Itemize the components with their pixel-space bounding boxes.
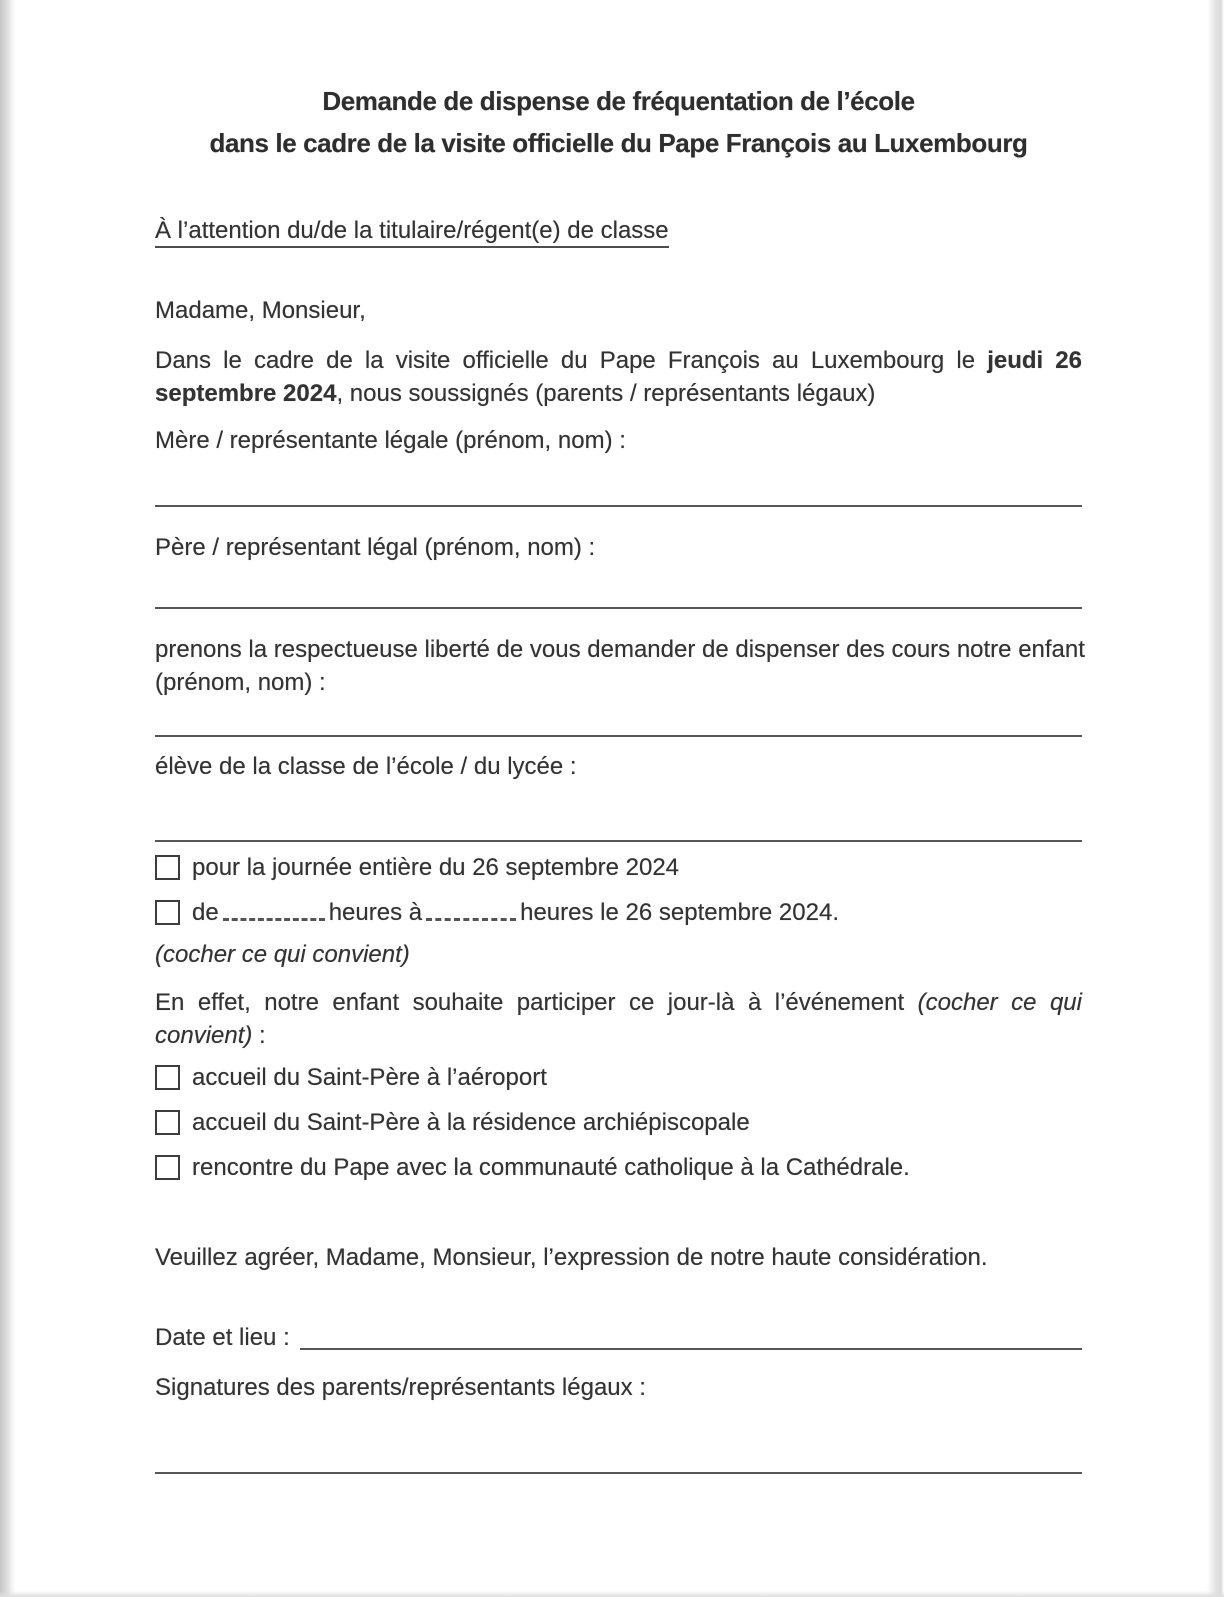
intro-paragraph — [155, 344, 1082, 410]
title-line-2: dans le cadre de la visite officielle du Pape François au Luxembourg — [209, 128, 1028, 158]
salutation: Madame, Monsieur, — [155, 297, 366, 324]
hours-from-field[interactable] — [223, 904, 325, 921]
child-request-line-2: (prénom, nom) : — [155, 669, 326, 696]
date-place-input-line[interactable] — [300, 1348, 1082, 1350]
option-partial-day-row[interactable] — [155, 896, 1082, 929]
check-note: (cocher ce qui convient) — [155, 941, 410, 968]
option-time-suffix: heures le 26 septembre 2024. — [520, 899, 839, 926]
event-intro-line-2 — [155, 1019, 1082, 1052]
date-place-label: Date et lieu : — [155, 1324, 290, 1351]
father-label: Père / représentant légal (prénom, nom) : — [155, 534, 596, 561]
mother-label: Mère / représentante légale (prénom, nom) : — [155, 427, 626, 454]
page-right-edge-shadow — [1207, 0, 1224, 1597]
option-residence-row[interactable] — [155, 1106, 1082, 1139]
school-label: élève de la classe de l’école / du lycée : — [155, 753, 577, 780]
attention-text: À l’attention du/de la titulaire/régent(e) de classe — [155, 217, 669, 248]
checkbox-residence[interactable] — [155, 1110, 180, 1135]
option-full-day-label: pour la journée entière du 26 septembre 2024 — [192, 854, 680, 881]
attention-line — [155, 214, 1082, 247]
page-left-edge-shadow — [0, 0, 16, 1597]
event-intro-italic-2: convient) — [155, 1022, 253, 1049]
event-intro-line-1 — [155, 986, 1082, 1019]
intro-text-1: Dans le cadre de la visite officielle du Pape François au Luxembourg le — [155, 347, 976, 374]
event-intro-italic-1: (cocher ce qui — [917, 989, 1082, 1016]
event-intro-text-1: En effet, notre enfant souhaite participer ce jour-là à l’événement — [155, 989, 905, 1016]
option-residence-label: accueil du Saint-Père à la résidence archiépiscopale — [192, 1109, 750, 1136]
closing-line: Veuillez agréer, Madame, Monsieur, l’expression de notre haute considération. — [155, 1244, 988, 1271]
page-bottom-edge-shadow — [0, 1591, 1224, 1597]
option-time-middle: heures à — [328, 899, 423, 926]
checkbox-cathedral[interactable] — [155, 1155, 180, 1180]
option-full-day-row[interactable] — [155, 851, 1082, 884]
checkbox-full-day[interactable] — [155, 855, 180, 880]
father-input-line[interactable] — [155, 607, 1082, 609]
title-line-1: Demande de dispense de fréquentation de l’école — [322, 86, 915, 116]
option-cathedral-row[interactable] — [155, 1151, 1082, 1184]
option-time-prefix: de — [192, 899, 219, 926]
intro-text-2: , nous soussignés (parents / représentants légaux) — [336, 380, 876, 407]
intro-line-1 — [155, 344, 1082, 377]
intro-line-2 — [155, 377, 1082, 410]
child-request-paragraph — [155, 633, 1085, 699]
option-airport-label: accueil du Saint-Père à l’aéroport — [192, 1064, 547, 1091]
event-intro-paragraph — [155, 986, 1082, 1052]
checkbox-partial-day[interactable] — [155, 900, 180, 925]
option-airport-row[interactable] — [155, 1061, 1082, 1094]
mother-input-line[interactable] — [155, 505, 1082, 507]
signatures-label: Signatures des parents/représentants légaux : — [155, 1374, 646, 1401]
intro-bold-date-2: septembre 2024 — [155, 380, 337, 407]
child-request-line-1: prenons la respectueuse liberté de vous demander de dispenser des cours notre enfant — [155, 636, 1085, 663]
event-intro-text-2: : — [252, 1022, 266, 1049]
hours-to-field[interactable] — [426, 904, 516, 921]
document-title — [155, 80, 1082, 164]
child-name-input-line[interactable] — [155, 735, 1082, 737]
school-input-line[interactable] — [155, 840, 1082, 842]
signatures-input-line[interactable] — [155, 1472, 1082, 1474]
checkbox-airport[interactable] — [155, 1065, 180, 1090]
intro-bold-date-1: jeudi 26 — [987, 347, 1083, 374]
option-cathedral-label: rencontre du Pape avec la communauté catholique à la Cathédrale. — [192, 1154, 910, 1181]
date-place-row — [155, 1321, 1082, 1354]
